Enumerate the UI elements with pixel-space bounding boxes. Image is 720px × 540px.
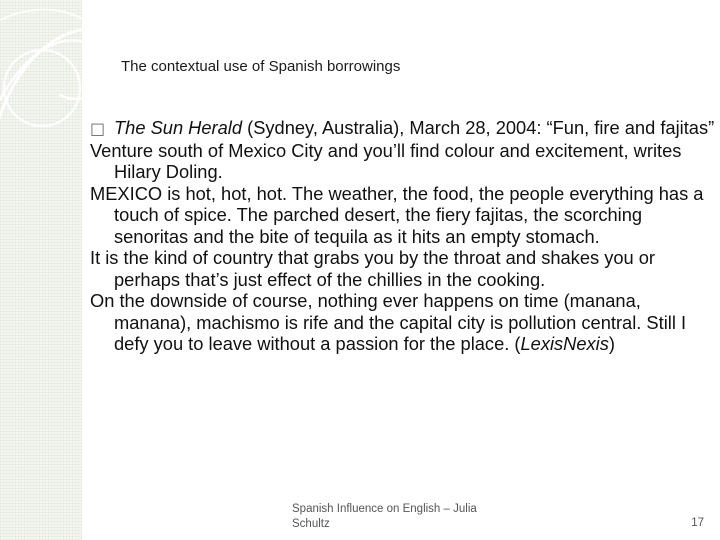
downside-closing: ): [608, 333, 615, 354]
downside-source: LexisNexis: [520, 333, 609, 354]
slide-number: 17: [691, 517, 704, 529]
bullet-box-icon: □: [90, 119, 106, 138]
paragraph-mexico: MEXICO is hot, hot, hot. The weather, the food, the people everything has a touch of spice. The parched desert, the fiery fajitas, the scorching senoritas and the bite of tequila as it hits an empty stomach.: [90, 182, 704, 247]
paragraph-intro: Venture south of Mexico City and you’ll find colour and excitement, writes Hilary Doling.: [90, 139, 682, 182]
source-details: (Sydney, Australia), March 28, 2004: “Fun, fire and fajitas”: [242, 117, 715, 138]
paragraph-country: It is the kind of country that grabs you by the throat and shakes you or perhaps that’s just effect of the chillies in the cooking.: [90, 247, 656, 290]
slide-title: The contextual use of Spanish borrowings: [121, 58, 401, 75]
paragraph-source: [90, 117, 716, 140]
paragraph-downside: [90, 290, 716, 355]
slide-footer: Spanish Influence on English – Julia Schultz: [292, 503, 477, 530]
slide-body: [90, 117, 716, 355]
source-title: The Sun Herald: [114, 117, 243, 138]
downside-text: On the downside of course, nothing ever happens on time (manana, manana), machismo is rife and the capital city is pollution central. Still I defy you to leave without a passion for the place. (: [90, 290, 687, 354]
